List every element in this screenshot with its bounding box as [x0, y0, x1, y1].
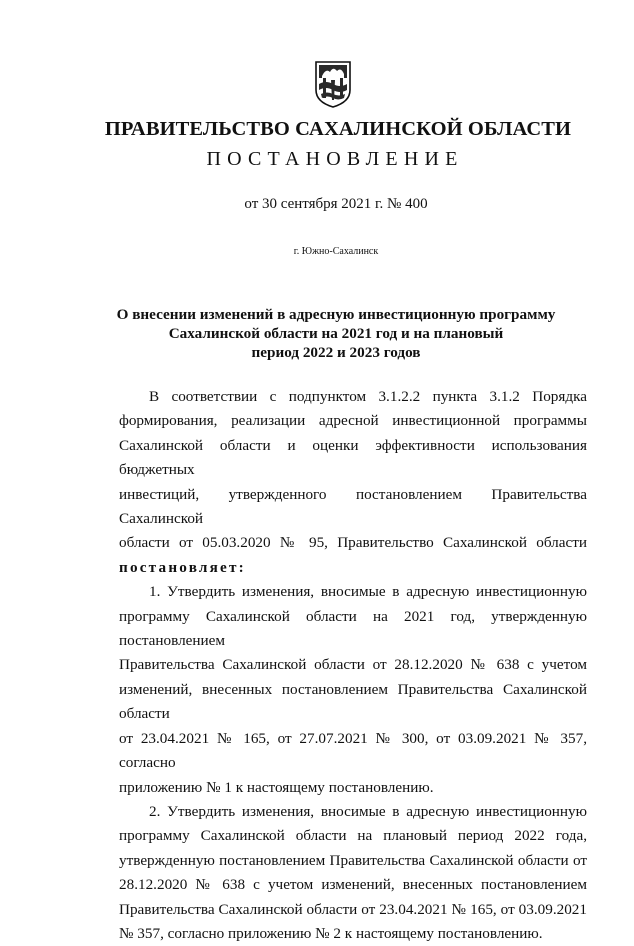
document-body [119, 385, 587, 946]
preamble-line: области от 05.03.2020 № 95, Правительство Сахалинской области [119, 534, 587, 552]
document-date-number: от 30 сентября 2021 г. № 400 [244, 196, 428, 212]
item-1-line: Правительства Сахалинской области от 28.12.2020 № 638 с учетом [119, 656, 587, 674]
preamble-line: инвестиций, утвержденного постановлением Правительства Сахалинской [119, 485, 587, 528]
preamble-line: В соответствии с подпунктом 3.1.2.2 пункта 3.1.2 Порядка [149, 388, 587, 405]
item-1-paragraph [119, 580, 587, 800]
item-1-line: от 23.04.2021 № 165, от 27.07.2021 № 300, от 03.09.2021 № 357, согласно [119, 729, 587, 772]
item-1-line: 1. Утвердить изменения, вносимые в адресную инвестиционную [149, 583, 587, 601]
sakhalin-coat-of-arms-icon [314, 60, 352, 108]
item-2-line: программу Сахалинской области на плановый период 2022 года, [119, 827, 587, 845]
preamble-line: формирования, реализации адресной инвестиционной программы [119, 412, 587, 430]
item-2-paragraph [119, 800, 587, 946]
subject-line: Сахалинской области на 2021 год и на плановый [168, 325, 504, 342]
document-city: г. Южно-Сахалинск [293, 246, 379, 257]
item-2-line: № 357, согласно приложению № 2 к настоящему постановлению. [119, 924, 543, 942]
document-type: ПОСТАНОВЛЕНИЕ [206, 148, 464, 170]
preamble-paragraph [119, 385, 587, 580]
item-1-line: приложению № 1 к настоящему постановлению. [119, 778, 434, 796]
document-subject [0, 305, 634, 362]
subject-line: О внесении изменений в адресную инвестиционную программу [116, 306, 556, 323]
item-2-line: 28.12.2020 № 638 с учетом изменений, внесенных постановлением [119, 876, 587, 894]
government-title: ПРАВИТЕЛЬСТВО САХАЛИНСКОЙ ОБЛАСТИ [104, 118, 572, 140]
item-2-line: утвержденную постановлением Правительства Сахалинской области от [119, 851, 587, 869]
preamble-line: Сахалинской области и оценки эффективности использования бюджетных [119, 436, 587, 479]
item-1-line: изменений, внесенных постановлением Правительства Сахалинской области [119, 680, 587, 723]
item-1-line: программу Сахалинской области на 2021 год, утвержденную постановлением [119, 607, 587, 650]
item-2-line: Правительства Сахалинской области от 23.04.2021 № 165, от 03.09.2021 [119, 900, 587, 918]
item-2-line: 2. Утвердить изменения, вносимые в адресную инвестиционную [149, 802, 587, 820]
decree-word: постановляет: [119, 558, 246, 576]
subject-line: период 2022 и 2023 годов [251, 344, 421, 361]
